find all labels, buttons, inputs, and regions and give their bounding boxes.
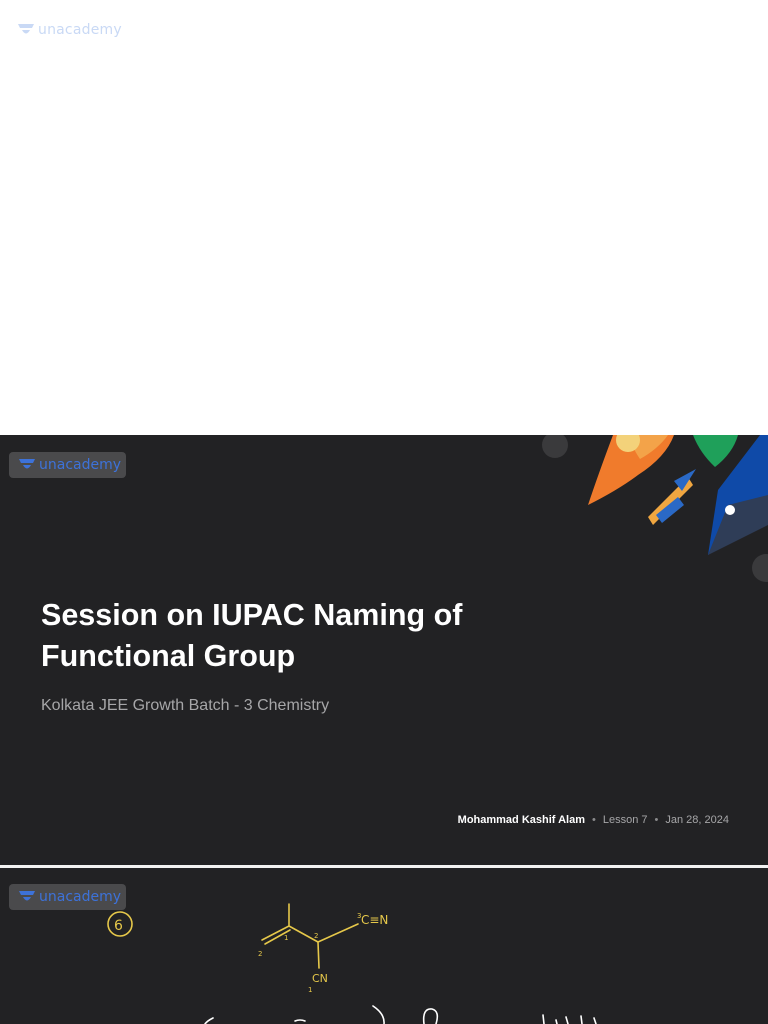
unacademy-logo-icon xyxy=(17,22,35,38)
locant-label: 2 xyxy=(258,950,263,958)
locant-label: 2 xyxy=(314,932,319,940)
lesson-date: Jan 28, 2024 xyxy=(665,814,729,826)
question-number: 6 xyxy=(114,918,123,934)
locant-label: 3 xyxy=(357,912,362,920)
locant-label: 1 xyxy=(284,934,289,942)
unacademy-logo-icon xyxy=(18,457,36,473)
locant-label: 1 xyxy=(308,986,313,994)
nitrile-label: C≡N xyxy=(361,913,389,927)
unacademy-logo-text: unacademy xyxy=(39,889,122,905)
separator-dot: • xyxy=(592,814,596,826)
unacademy-logo xyxy=(17,22,122,38)
lesson-number: Lesson 7 xyxy=(602,814,648,826)
lesson-meta xyxy=(458,814,729,826)
handwritten-structure xyxy=(0,868,768,1024)
unacademy-logo-text: unacademy xyxy=(39,457,122,473)
unacademy-logo-text: unacademy xyxy=(38,22,122,38)
blank-slide xyxy=(0,0,768,435)
title-slide xyxy=(0,435,768,865)
decorative-shapes-graphic xyxy=(528,435,768,585)
batch-subtitle: Kolkata JEE Growth Batch - 3 Chemistry xyxy=(41,697,330,714)
cyano-label: CN xyxy=(312,972,328,985)
board-slide xyxy=(0,868,768,1024)
session-title: Session on IUPAC Naming of Functional Group xyxy=(41,598,463,673)
separator-dot: • xyxy=(654,814,659,826)
unacademy-logo xyxy=(9,452,126,478)
author-name: Mohammad Kashif Alam xyxy=(457,814,585,826)
